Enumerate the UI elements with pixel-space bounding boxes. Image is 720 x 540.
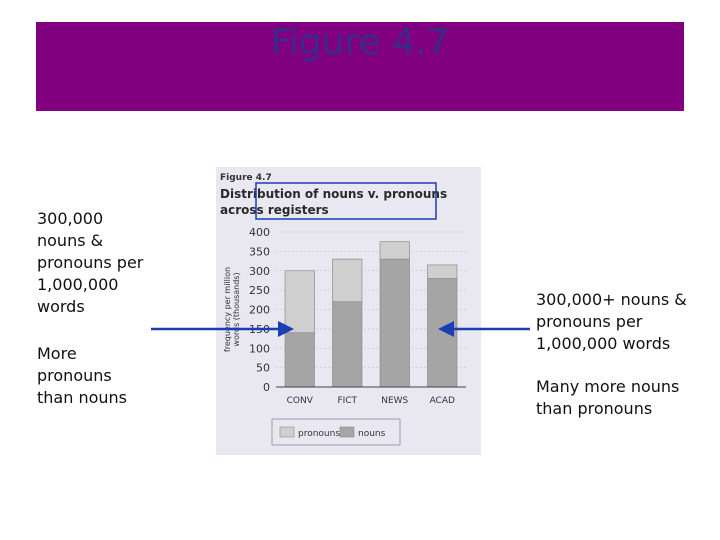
legend-label-pronouns: pronouns (298, 429, 341, 439)
x-tick-label: ACAD (429, 396, 455, 406)
y-tick-label: 50 (256, 361, 270, 375)
y-tick-label: 300 (249, 264, 270, 278)
legend-swatch-pronouns (280, 427, 294, 437)
stacked-bar-chart (216, 167, 481, 455)
left-annotation-comparison: More pronouns than nouns (37, 344, 127, 407)
legend-swatch-nouns (340, 427, 354, 437)
x-tick-label: CONV (286, 396, 313, 406)
bar-segment-nouns-acad (428, 279, 457, 388)
chart-title: Distribution of nouns v. pronouns across registers (220, 187, 448, 217)
y-tick-label: 250 (249, 284, 270, 298)
legend (272, 419, 400, 445)
y-tick-label: 400 (249, 226, 270, 239)
right-annotation-comparison: Many more nouns than pronouns (536, 377, 680, 418)
bar-segment-pronouns-conv (285, 271, 314, 333)
bar-segment-nouns-news (380, 259, 409, 387)
slide-title: Figure 4.7 (270, 22, 450, 63)
y-tick-label: 150 (249, 322, 270, 336)
legend-label-nouns: nouns (358, 429, 386, 439)
figure-label: Figure 4.7 (220, 173, 272, 183)
y-tick-label: 350 (249, 245, 270, 259)
bar-segment-pronouns-fict (333, 259, 362, 302)
y-tick-label: 200 (249, 303, 270, 317)
bar-segment-nouns-conv (285, 333, 314, 387)
right-annotation-total: 300,000+ nouns & pronouns per 1,000,000 words (536, 290, 687, 353)
y-axis-label: frequency per millionwords (thousands) (223, 266, 241, 353)
bar-layer (285, 242, 457, 387)
y-tick-label: 0 (263, 381, 270, 394)
bar-segment-pronouns-acad (428, 265, 457, 279)
bar-segment-pronouns-news (380, 242, 409, 259)
scanned-figure (216, 167, 481, 455)
x-tick-label: NEWS (381, 396, 409, 406)
y-tick-label: 100 (249, 342, 270, 356)
left-annotation-total: 300,000 nouns & pronouns per 1,000,000 words (37, 209, 144, 316)
bar-segment-nouns-fict (333, 302, 362, 387)
x-tick-label: FICT (337, 396, 358, 406)
